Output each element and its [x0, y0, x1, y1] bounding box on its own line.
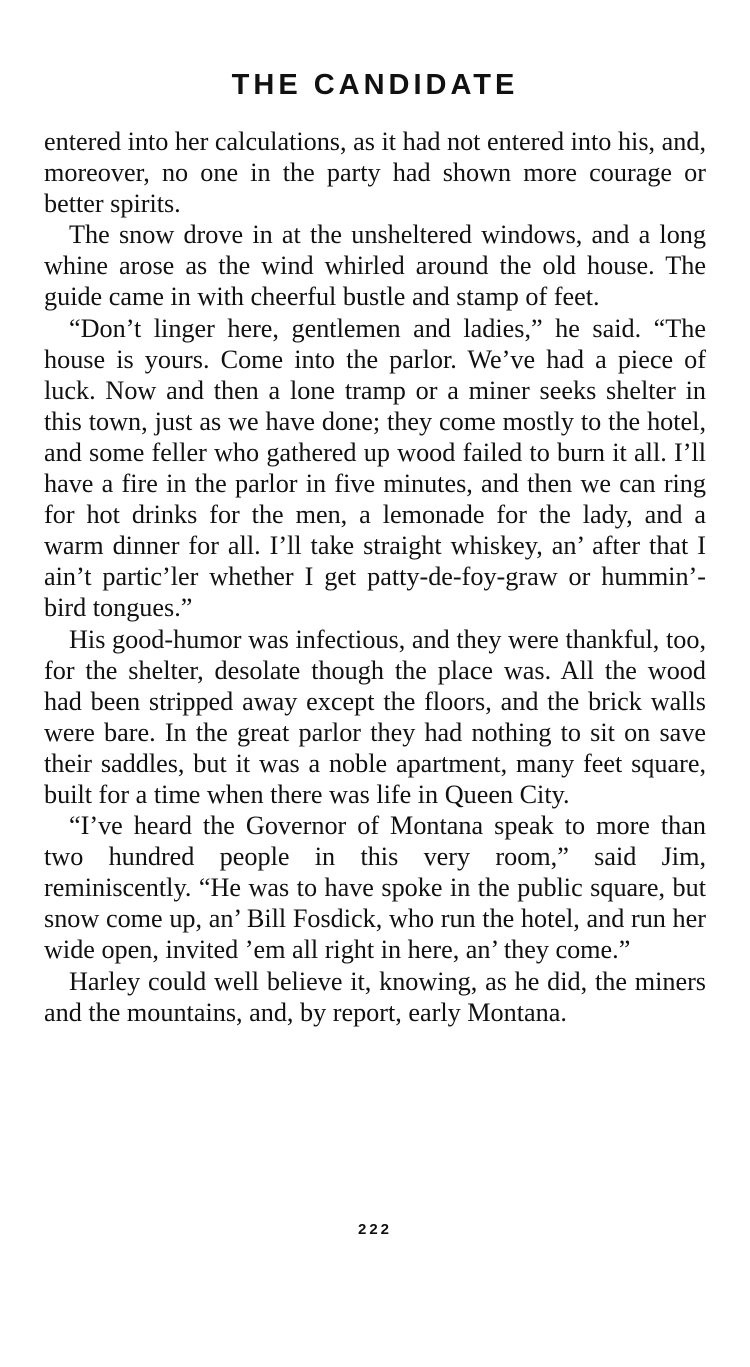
page-number: 222 — [357, 1221, 393, 1238]
paragraph: Harley could well believe it, knowing, as he did, the miners and the mountains, and, by report, early Montana. — [44, 966, 706, 1027]
book-page — [44, 0, 706, 1367]
paragraph: His good-humor was infectious, and they were thankful, too, for the shelter, desolate though the place was. All the wood had been stripped away except the floors, and the brick walls were bare. In the great parlor they had nothing to sit on save their saddles, but it was a noble apartment, many feet square, built for a time when there was life in Queen City. — [44, 624, 706, 809]
body-text — [44, 126, 706, 1028]
paragraph: entered into her calculations, as it had not entered into his, and, moreover, no one in the party had shown more courage or better spirits. — [44, 127, 706, 219]
paragraph: “Don’t linger here, gentlemen and ladies,” he said. “The house is yours. Come into the parlor. We’ve had a piece of luck. Now and then a lone tramp or a miner seeks shelter in this town, just as we have done; they come mostly to the hotel, and some feller who gathered up wood failed to burn it all. I’ll have a fire in the parlor in five minutes, and then we can ring for hot drinks for the men, a lemonade for the lady, and a warm dinner for all. I’ll take straight whiskey, an’ after that I ain’t partic’ler whether I get patty-de-foy-graw or hummin’-bird tongues.” — [44, 313, 706, 623]
running-head: THE CANDIDATE — [231, 69, 519, 101]
paragraph: The snow drove in at the unsheltered windows, and a long whine arose as the wind whirled around the old house. The guide came in with cheerful bustle and stamp of feet. — [44, 220, 706, 312]
paragraph: “I’ve heard the Governor of Montana speak to more than two hundred people in this very room,” said Jim, reminiscently. “He was to have spoke in the public square, but snow come up, an’ Bill Fosdick, who run the hotel, and run her wide open, invited ’em all right in here, an’ they come.” — [44, 811, 706, 965]
